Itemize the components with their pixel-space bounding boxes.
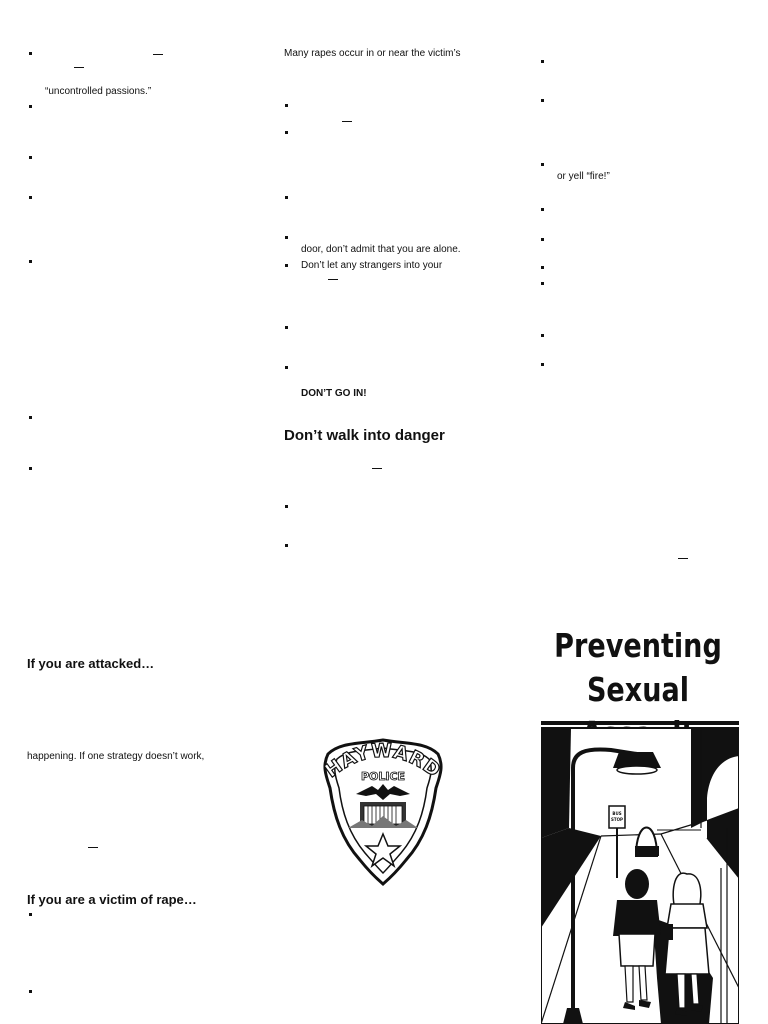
heading-victim-of-rape: If you are a victim of rape… [27, 892, 197, 907]
em-dash [342, 121, 352, 122]
heading-dont-walk-into-danger: Don’t walk into danger [284, 427, 445, 444]
bullet [29, 260, 32, 263]
quote-uncontrolled-passions: “uncontrolled passions.” [45, 86, 152, 97]
bullet [541, 99, 544, 102]
bullet [285, 505, 288, 508]
cover-title-line-2: Sexual [586, 670, 690, 709]
night-walk-illustration [541, 728, 739, 1024]
svg-text:STOP: STOP [611, 817, 623, 822]
bullet [29, 467, 32, 470]
svg-text:BUS: BUS [612, 811, 622, 816]
badge-sub-text: POLICE [360, 770, 406, 783]
door-alone-line: door, don’t admit that you are alone. [301, 244, 461, 255]
heading-if-attacked: If you are attacked… [27, 656, 155, 671]
cover-title-line-1: Preventing [554, 626, 722, 665]
em-dash [88, 847, 98, 848]
bullet [541, 163, 544, 166]
bullet [285, 326, 288, 329]
bullet [541, 363, 544, 366]
dont-go-in: DON’T GO IN! [301, 388, 367, 399]
bullet [29, 156, 32, 159]
many-rapes-line: Many rapes occur in or near the victim’s [284, 48, 461, 59]
bullet [541, 60, 544, 63]
em-dash [372, 468, 382, 469]
bullet [29, 416, 32, 419]
bullet [541, 238, 544, 241]
bullet [29, 913, 32, 916]
em-dash [328, 279, 338, 280]
bullet [541, 282, 544, 285]
yell-fire-line: or yell “fire!” [557, 171, 610, 182]
bullet [285, 131, 288, 134]
bullet [285, 104, 288, 107]
bullet [541, 266, 544, 269]
bullet [285, 264, 288, 267]
bullet [285, 196, 288, 199]
dont-let-strangers-line: Don’t let any strangers into your [301, 260, 443, 271]
em-dash [678, 558, 688, 559]
bullet [541, 334, 544, 337]
cover-rule-thick [541, 721, 739, 725]
police-badge-icon [320, 736, 446, 888]
badge-top-text: HAYWARD [320, 739, 446, 783]
bullet [29, 196, 32, 199]
bullet [29, 990, 32, 993]
happening-line: happening. If one strategy doesn’t work, [27, 751, 205, 762]
bullet [285, 366, 288, 369]
bullet [29, 52, 32, 55]
bullet [285, 544, 288, 547]
bullet [285, 236, 288, 239]
em-dash [74, 67, 84, 68]
bullet [29, 105, 32, 108]
bullet [541, 208, 544, 211]
em-dash [153, 54, 163, 55]
